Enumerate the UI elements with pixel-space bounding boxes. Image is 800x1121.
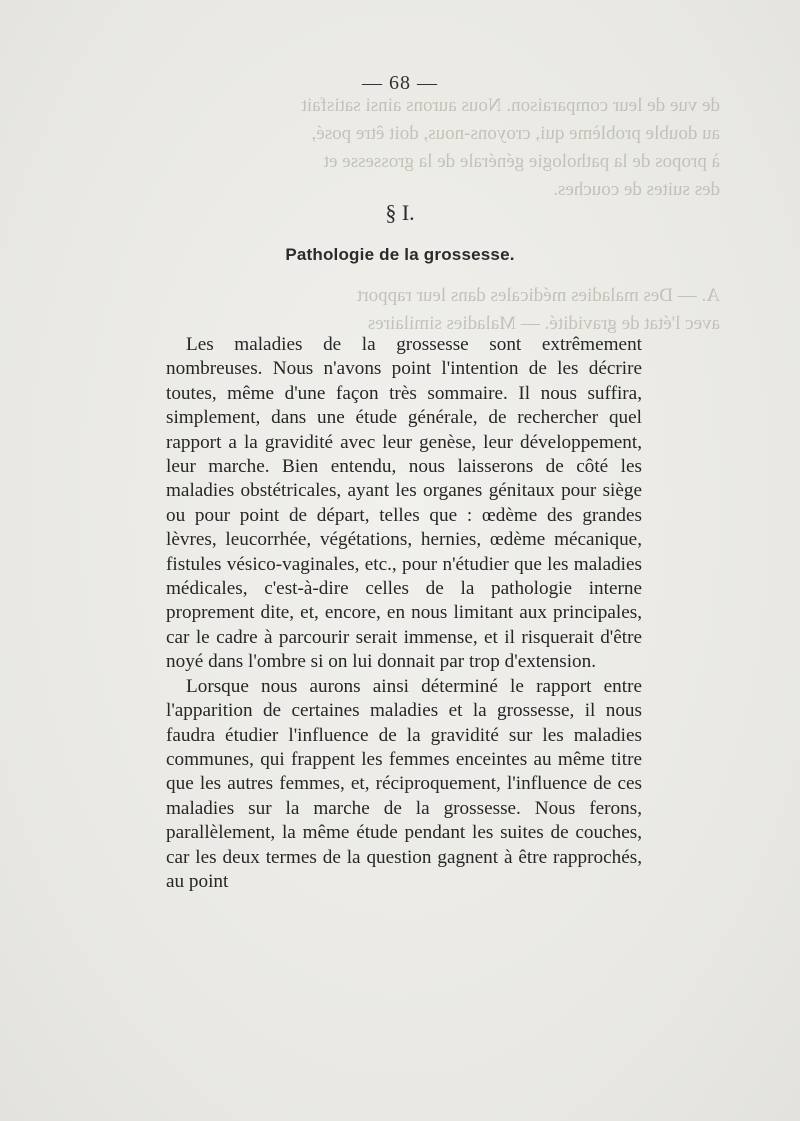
bleed-line: des suites de couches. (553, 179, 720, 200)
bleed-line: à propos de la pathologie générale de la grossesse et (323, 151, 720, 172)
bleed-line: au double problème qui, croyons-nous, doit être posé, (311, 123, 720, 144)
bleed-through-text-top (90, 92, 720, 204)
section-mark: § I. (385, 200, 415, 225)
bleed-line: A. — Des maladies médicales dans leur rapport (357, 285, 720, 306)
bleed-line: avec l'état de gravidité. — Maladies similaires (367, 313, 720, 334)
paragraph: Lorsque nous aurons ainsi déterminé le rapport entre l'apparition de certaines maladies et la grossesse, il nous faudra étudier l'influence de la gravidité sur les maladies communes, qui frappent les femmes enceintes au même titre que les autres femmes, et, réciproquement, l'influence de ces maladies sur la marche de la grossesse. Nous ferons, parallèlement, la même étude pendant les suites de couches, car les deux termes de la question gagnent à être rapprochés, au point (166, 675, 642, 892)
body-text (166, 333, 642, 894)
bleed-line: de vue de leur comparaison. Nous aurons ainsi satisfait (301, 95, 720, 116)
bleed-through-text-mid (210, 282, 720, 338)
section-title: Pathologie de la grossesse. (285, 245, 515, 264)
paragraph: Les maladies de la grossesse sont extrêmement nombreuses. Nous n'avons point l'intention de les décrire toutes, même d'une façon très sommaire. Il nous suffira, simplement, dans une étude générale, de rechercher quel rapport a la gravidité avec leur genèse, leur développement, leur marche. Bien entendu, nous laisserons de côté les maladies obstétricales, ayant les organes génitaux pour siège ou pour point de départ, telles que : œdème des grandes lèvres, leucorrhée, végétations, hernies, œdème mécanique, fistules vésico-vaginales, etc., pour n'étudier que les maladies médicales, c'est-à-dire celles de la pathologie interne proprement dite, et, encore, en nous limitant aux principales, car le cadre à parcourir serait immense, et il risquerait d'être noyé dans l'ombre si on lui donnait par trop d'extension. (166, 334, 642, 673)
page-number: — 68 — (362, 72, 438, 94)
